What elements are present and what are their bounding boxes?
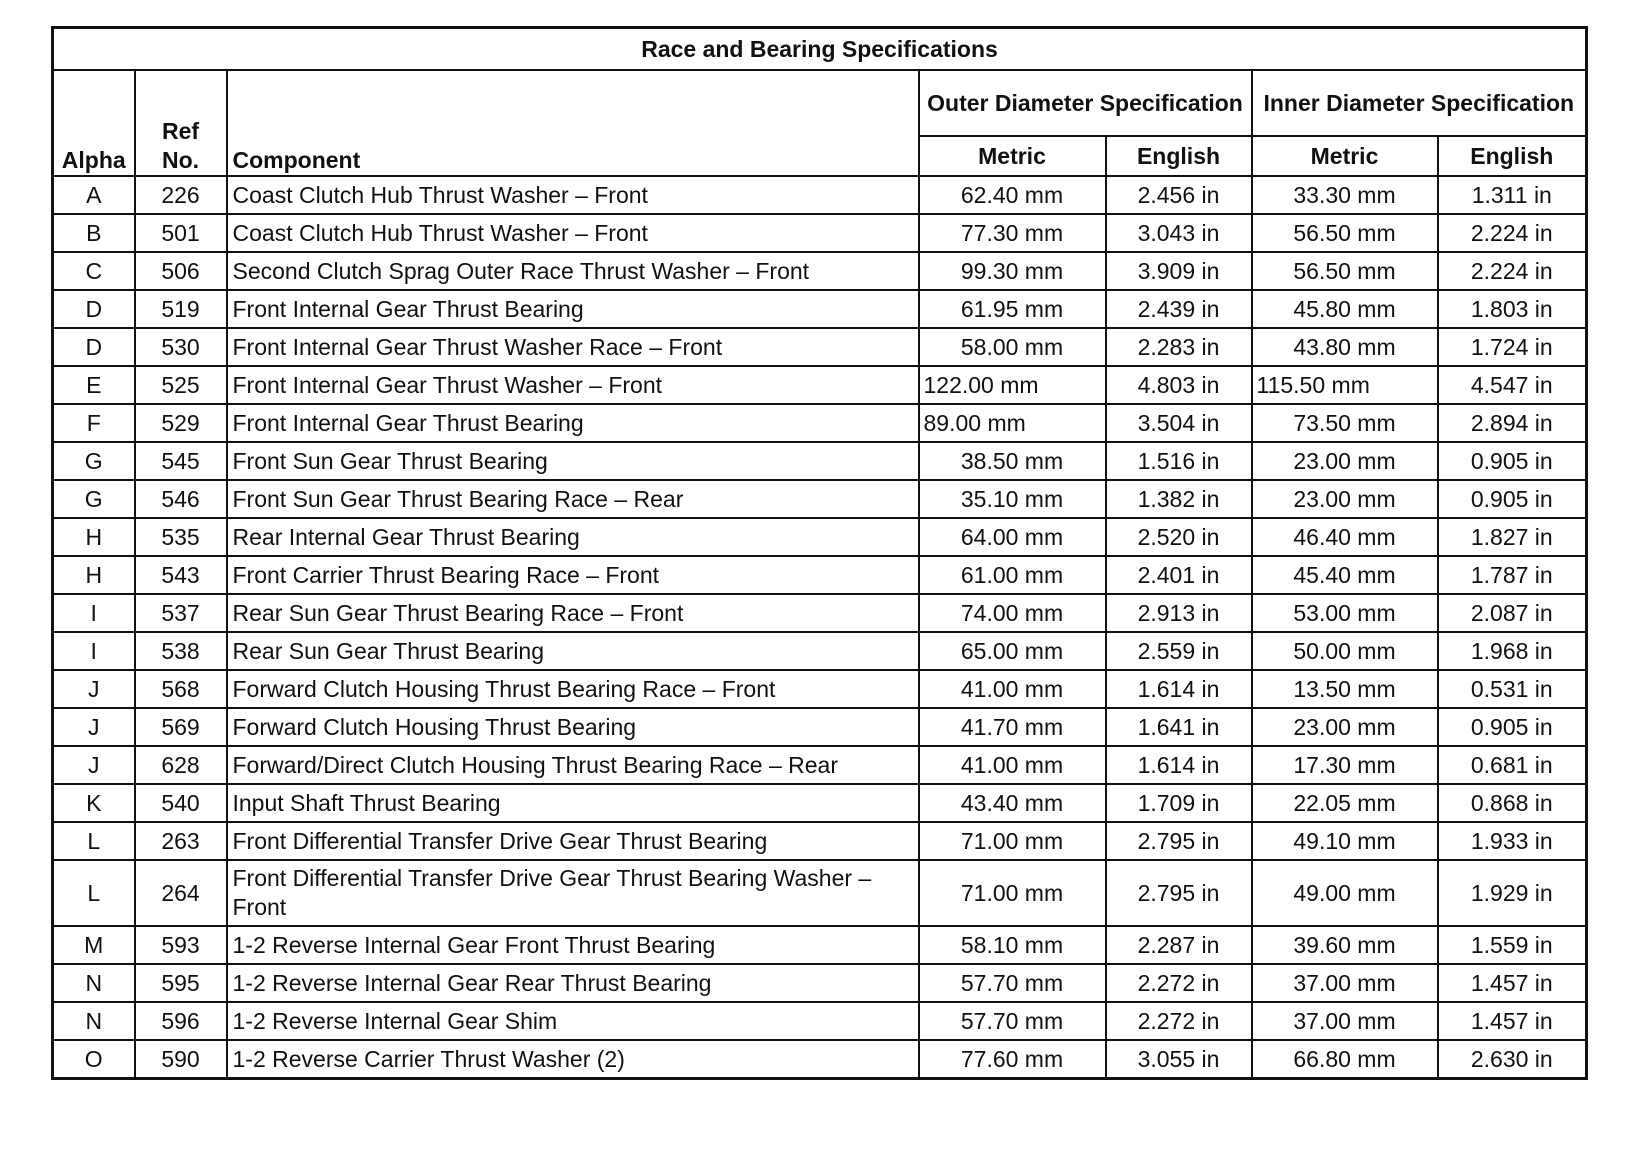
table-row <box>53 670 1587 708</box>
alpha-cell: J <box>53 670 135 708</box>
alpha-cell: J <box>53 746 135 784</box>
od-english-cell: 1.382 in <box>1106 480 1252 518</box>
alpha-cell: L <box>53 822 135 860</box>
od-metric-cell: 57.70 mm <box>919 964 1106 1002</box>
component-cell: Rear Sun Gear Thrust Bearing <box>227 632 919 670</box>
table-row <box>53 518 1587 556</box>
od-metric-cell: 41.00 mm <box>919 670 1106 708</box>
alpha-cell: D <box>53 328 135 366</box>
header-od-english: English <box>1106 136 1252 176</box>
component-cell: Rear Sun Gear Thrust Bearing Race – Front <box>227 594 919 632</box>
id-english-cell: 1.929 in <box>1438 860 1587 926</box>
id-metric-cell: 56.50 mm <box>1252 252 1438 290</box>
component-cell: Front Internal Gear Thrust Bearing <box>227 404 919 442</box>
alpha-cell: C <box>53 252 135 290</box>
ref-no-cell: 546 <box>135 480 227 518</box>
od-english-cell: 1.614 in <box>1106 670 1252 708</box>
id-english-cell: 2.224 in <box>1438 252 1587 290</box>
table-row <box>53 1002 1587 1040</box>
component-cell: Front Internal Gear Thrust Washer – Front <box>227 366 919 404</box>
od-english-cell: 2.520 in <box>1106 518 1252 556</box>
id-english-cell: 2.894 in <box>1438 404 1587 442</box>
table-row <box>53 964 1587 1002</box>
component-cell: Forward Clutch Housing Thrust Bearing Race – Front <box>227 670 919 708</box>
od-english-cell: 2.272 in <box>1106 964 1252 1002</box>
component-cell: Forward/Direct Clutch Housing Thrust Bearing Race – Rear <box>227 746 919 784</box>
table-row <box>53 632 1587 670</box>
ref-no-cell: 535 <box>135 518 227 556</box>
id-metric-cell: 22.05 mm <box>1252 784 1438 822</box>
ref-no-cell: 263 <box>135 822 227 860</box>
ref-no-cell: 530 <box>135 328 227 366</box>
id-metric-cell: 17.30 mm <box>1252 746 1438 784</box>
ref-no-cell: 569 <box>135 708 227 746</box>
od-metric-cell: 122.00 mm <box>919 366 1106 404</box>
alpha-cell: L <box>53 860 135 926</box>
id-english-cell: 0.868 in <box>1438 784 1587 822</box>
od-metric-cell: 58.00 mm <box>919 328 1106 366</box>
od-english-cell: 2.913 in <box>1106 594 1252 632</box>
od-metric-cell: 77.30 mm <box>919 214 1106 252</box>
table-row <box>53 860 1587 926</box>
od-metric-cell: 41.00 mm <box>919 746 1106 784</box>
od-metric-cell: 65.00 mm <box>919 632 1106 670</box>
table-row <box>53 708 1587 746</box>
component-cell: Coast Clutch Hub Thrust Washer – Front <box>227 214 919 252</box>
od-metric-cell: 74.00 mm <box>919 594 1106 632</box>
alpha-cell: I <box>53 594 135 632</box>
id-metric-cell: 50.00 mm <box>1252 632 1438 670</box>
od-english-cell: 2.795 in <box>1106 860 1252 926</box>
component-cell: Front Differential Transfer Drive Gear Thrust Bearing Washer – Front <box>227 860 919 926</box>
ref-no-cell: 593 <box>135 926 227 964</box>
ref-no-cell: 540 <box>135 784 227 822</box>
od-metric-cell: 89.00 mm <box>919 404 1106 442</box>
id-english-cell: 0.681 in <box>1438 746 1587 784</box>
id-metric-cell: 37.00 mm <box>1252 1002 1438 1040</box>
alpha-cell: N <box>53 964 135 1002</box>
ref-no-cell: 590 <box>135 1040 227 1079</box>
od-metric-cell: 43.40 mm <box>919 784 1106 822</box>
od-metric-cell: 58.10 mm <box>919 926 1106 964</box>
id-metric-cell: 23.00 mm <box>1252 708 1438 746</box>
od-english-cell: 1.641 in <box>1106 708 1252 746</box>
table-row <box>53 822 1587 860</box>
alpha-cell: B <box>53 214 135 252</box>
od-english-cell: 3.504 in <box>1106 404 1252 442</box>
id-metric-cell: 37.00 mm <box>1252 964 1438 1002</box>
header-id-metric: Metric <box>1252 136 1438 176</box>
od-english-cell: 1.516 in <box>1106 442 1252 480</box>
alpha-cell: F <box>53 404 135 442</box>
alpha-cell: K <box>53 784 135 822</box>
ref-no-cell: 628 <box>135 746 227 784</box>
table-row <box>53 442 1587 480</box>
alpha-cell: J <box>53 708 135 746</box>
od-english-cell: 2.456 in <box>1106 176 1252 214</box>
component-cell: Front Sun Gear Thrust Bearing <box>227 442 919 480</box>
ref-no-cell: 226 <box>135 176 227 214</box>
od-metric-cell: 38.50 mm <box>919 442 1106 480</box>
od-english-cell: 2.795 in <box>1106 822 1252 860</box>
alpha-cell: G <box>53 442 135 480</box>
od-metric-cell: 64.00 mm <box>919 518 1106 556</box>
id-metric-cell: 49.00 mm <box>1252 860 1438 926</box>
header-id-english: English <box>1438 136 1587 176</box>
id-metric-cell: 66.80 mm <box>1252 1040 1438 1079</box>
alpha-cell: H <box>53 518 135 556</box>
component-cell: Front Internal Gear Thrust Washer Race – Front <box>227 328 919 366</box>
table-row <box>53 594 1587 632</box>
od-metric-cell: 99.30 mm <box>919 252 1106 290</box>
table-row <box>53 328 1587 366</box>
od-english-cell: 2.559 in <box>1106 632 1252 670</box>
table-row <box>53 214 1587 252</box>
table-row <box>53 404 1587 442</box>
id-metric-cell: 13.50 mm <box>1252 670 1438 708</box>
component-cell: Coast Clutch Hub Thrust Washer – Front <box>227 176 919 214</box>
header-inner-diameter: Inner Diameter Specification <box>1252 70 1587 136</box>
header-alpha: Alpha <box>53 70 135 176</box>
od-metric-cell: 61.95 mm <box>919 290 1106 328</box>
od-metric-cell: 57.70 mm <box>919 1002 1106 1040</box>
od-english-cell: 2.272 in <box>1106 1002 1252 1040</box>
id-english-cell: 1.457 in <box>1438 1002 1587 1040</box>
header-outer-diameter: Outer Diameter Specification <box>919 70 1252 136</box>
id-english-cell: 0.905 in <box>1438 442 1587 480</box>
component-cell: Front Carrier Thrust Bearing Race – Front <box>227 556 919 594</box>
component-cell: Front Internal Gear Thrust Bearing <box>227 290 919 328</box>
table-row <box>53 290 1587 328</box>
id-english-cell: 0.905 in <box>1438 708 1587 746</box>
table-row <box>53 1040 1587 1079</box>
table-row <box>53 556 1587 594</box>
id-metric-cell: 53.00 mm <box>1252 594 1438 632</box>
id-metric-cell: 23.00 mm <box>1252 442 1438 480</box>
id-english-cell: 2.224 in <box>1438 214 1587 252</box>
alpha-cell: H <box>53 556 135 594</box>
id-metric-cell: 46.40 mm <box>1252 518 1438 556</box>
id-english-cell: 1.311 in <box>1438 176 1587 214</box>
od-english-cell: 2.401 in <box>1106 556 1252 594</box>
od-metric-cell: 71.00 mm <box>919 822 1106 860</box>
component-cell: 1-2 Reverse Carrier Thrust Washer (2) <box>227 1040 919 1079</box>
od-metric-cell: 35.10 mm <box>919 480 1106 518</box>
od-english-cell: 3.055 in <box>1106 1040 1252 1079</box>
ref-no-cell: 501 <box>135 214 227 252</box>
id-metric-cell: 39.60 mm <box>1252 926 1438 964</box>
id-english-cell: 2.087 in <box>1438 594 1587 632</box>
table-row <box>53 784 1587 822</box>
ref-no-cell: 568 <box>135 670 227 708</box>
table-row <box>53 176 1587 214</box>
alpha-cell: M <box>53 926 135 964</box>
alpha-cell: A <box>53 176 135 214</box>
od-english-cell: 2.439 in <box>1106 290 1252 328</box>
id-english-cell: 1.803 in <box>1438 290 1587 328</box>
ref-no-cell: 519 <box>135 290 227 328</box>
alpha-cell: D <box>53 290 135 328</box>
od-metric-cell: 77.60 mm <box>919 1040 1106 1079</box>
component-cell: Forward Clutch Housing Thrust Bearing <box>227 708 919 746</box>
od-metric-cell: 71.00 mm <box>919 860 1106 926</box>
table-row <box>53 926 1587 964</box>
id-metric-cell: 43.80 mm <box>1252 328 1438 366</box>
id-metric-cell: 49.10 mm <box>1252 822 1438 860</box>
id-metric-cell: 33.30 mm <box>1252 176 1438 214</box>
id-english-cell: 1.724 in <box>1438 328 1587 366</box>
id-english-cell: 0.531 in <box>1438 670 1587 708</box>
od-metric-cell: 61.00 mm <box>919 556 1106 594</box>
header-ref-no: Ref No. <box>135 70 227 176</box>
component-cell: 1-2 Reverse Internal Gear Shim <box>227 1002 919 1040</box>
id-english-cell: 1.933 in <box>1438 822 1587 860</box>
table-row <box>53 366 1587 404</box>
header-od-metric: Metric <box>919 136 1106 176</box>
table-body <box>53 176 1587 1079</box>
id-english-cell: 2.630 in <box>1438 1040 1587 1079</box>
id-metric-cell: 115.50 mm <box>1252 366 1438 404</box>
ref-no-cell: 529 <box>135 404 227 442</box>
id-metric-cell: 45.40 mm <box>1252 556 1438 594</box>
ref-no-cell: 595 <box>135 964 227 1002</box>
id-english-cell: 1.827 in <box>1438 518 1587 556</box>
od-english-cell: 2.283 in <box>1106 328 1252 366</box>
alpha-cell: O <box>53 1040 135 1079</box>
alpha-cell: E <box>53 366 135 404</box>
component-cell: Rear Internal Gear Thrust Bearing <box>227 518 919 556</box>
id-metric-cell: 23.00 mm <box>1252 480 1438 518</box>
ref-no-cell: 538 <box>135 632 227 670</box>
component-cell: 1-2 Reverse Internal Gear Front Thrust Bearing <box>227 926 919 964</box>
table-row <box>53 746 1587 784</box>
component-cell: Second Clutch Sprag Outer Race Thrust Washer – Front <box>227 252 919 290</box>
id-english-cell: 1.559 in <box>1438 926 1587 964</box>
id-metric-cell: 73.50 mm <box>1252 404 1438 442</box>
od-english-cell: 1.614 in <box>1106 746 1252 784</box>
component-cell: Front Sun Gear Thrust Bearing Race – Rear <box>227 480 919 518</box>
alpha-cell: N <box>53 1002 135 1040</box>
component-cell: Front Differential Transfer Drive Gear Thrust Bearing <box>227 822 919 860</box>
id-english-cell: 1.968 in <box>1438 632 1587 670</box>
ref-no-cell: 537 <box>135 594 227 632</box>
ref-no-cell: 525 <box>135 366 227 404</box>
table-row <box>53 480 1587 518</box>
header-component: Component <box>227 70 919 176</box>
id-english-cell: 1.787 in <box>1438 556 1587 594</box>
od-english-cell: 3.909 in <box>1106 252 1252 290</box>
od-metric-cell: 41.70 mm <box>919 708 1106 746</box>
table-row <box>53 252 1587 290</box>
table-title: Race and Bearing Specifications <box>53 28 1587 71</box>
component-cell: Input Shaft Thrust Bearing <box>227 784 919 822</box>
od-english-cell: 2.287 in <box>1106 926 1252 964</box>
component-cell: 1-2 Reverse Internal Gear Rear Thrust Bearing <box>227 964 919 1002</box>
od-english-cell: 1.709 in <box>1106 784 1252 822</box>
id-english-cell: 1.457 in <box>1438 964 1587 1002</box>
od-english-cell: 4.803 in <box>1106 366 1252 404</box>
id-metric-cell: 45.80 mm <box>1252 290 1438 328</box>
od-metric-cell: 62.40 mm <box>919 176 1106 214</box>
id-metric-cell: 56.50 mm <box>1252 214 1438 252</box>
ref-no-cell: 506 <box>135 252 227 290</box>
id-english-cell: 4.547 in <box>1438 366 1587 404</box>
ref-no-cell: 543 <box>135 556 227 594</box>
ref-no-cell: 545 <box>135 442 227 480</box>
od-english-cell: 3.043 in <box>1106 214 1252 252</box>
race-bearing-spec-table <box>51 26 1588 1080</box>
alpha-cell: I <box>53 632 135 670</box>
ref-no-cell: 596 <box>135 1002 227 1040</box>
alpha-cell: G <box>53 480 135 518</box>
ref-no-cell: 264 <box>135 860 227 926</box>
id-english-cell: 0.905 in <box>1438 480 1587 518</box>
